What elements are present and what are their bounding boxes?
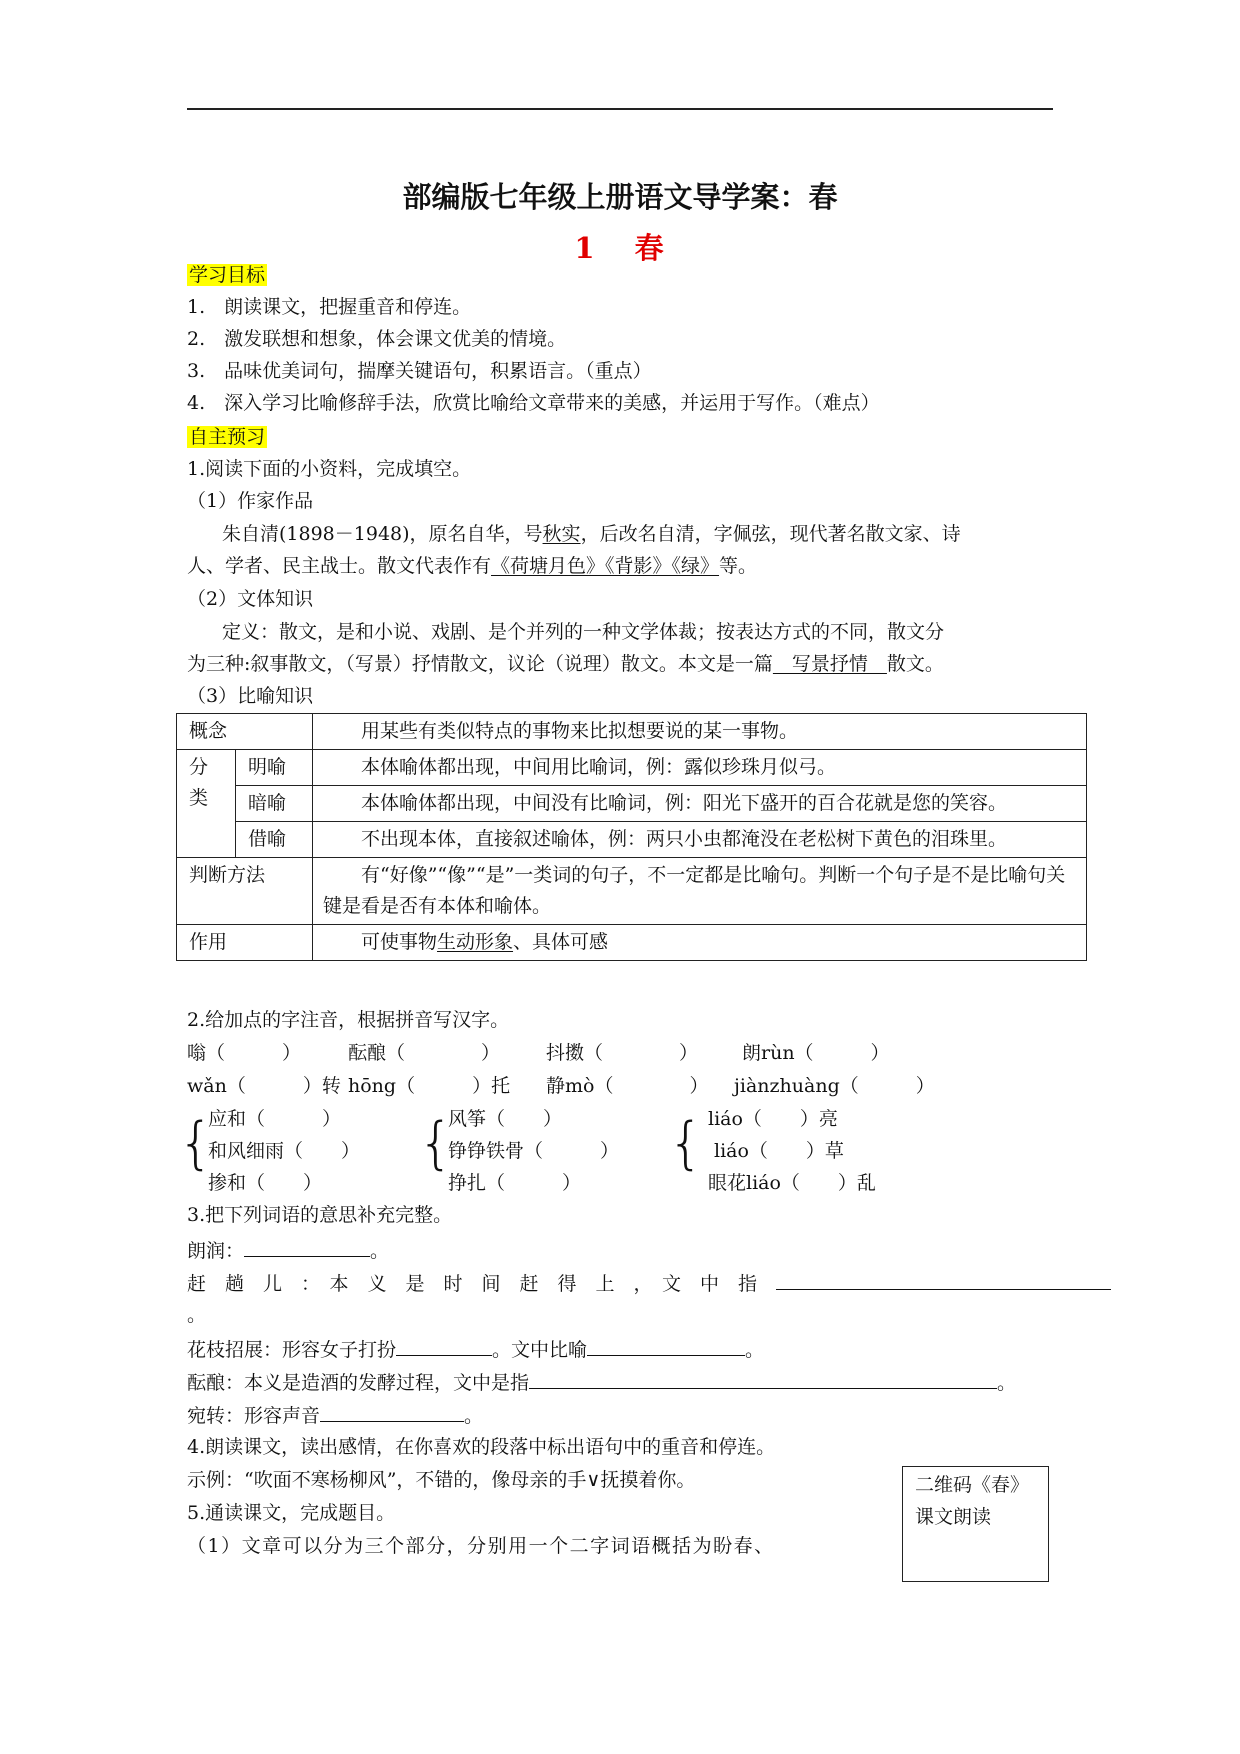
group-item: 和风细雨（ ） [208,1140,361,1162]
genre-paragraph-line: 定义：散文，是和小说、戏剧、是个并列的一种文学体裁；按表达方式的不同，散文分 [222,621,945,643]
group-brace: { [418,1111,454,1176]
header-rule [187,108,1053,110]
group-item: 眼花liáo（ ）乱 [708,1172,876,1194]
author-paragraph-line: 朱自清(1898－1948)，原名自华，号秋实，后改名自清，字佩弦，现代著名散文家、诗 [222,523,961,545]
group-brace: { [178,1111,214,1176]
table-row [177,925,1087,961]
definition-huazhi: 花枝招展：形容女子打扮 。文中比喻 。 [187,1335,764,1363]
group-item: 应和（ ） [208,1108,342,1130]
qr-box-title: 二维码《春》 [915,1474,1030,1496]
category-text: 本体喻体都出现，中间用比喻词，例：露似珍珠月似弓。 [313,750,1087,786]
category-type: 借喻 [236,822,313,858]
category-text: 本体喻体都出现，中间没有比喻词，例：阳光下盛开的百合花就是您的笑容。 [313,786,1087,822]
pinyin-item: 嗡（ ） [187,1042,302,1064]
preview-heading: 自主预习 [189,426,266,448]
lesson-number: 1 [574,231,597,265]
question-5-heading: 5.通读课文，完成题目。 [187,1502,396,1524]
pinyin-item: 朗rùn（ ） [742,1042,890,1064]
pinyin-item: 静mò（ ） [546,1075,709,1097]
table-row [177,714,1087,750]
qr-code-box [902,1466,1049,1582]
metaphor-table [176,713,1087,961]
concept-text: 用某些有类似特点的事物来比拟想要说的某一事物。 [313,714,1087,750]
group-item: 掺和（ ） [208,1172,323,1194]
genre-paragraph-line: 为三种:叙事散文，（写景）抒情散文，议论（说理）散文。本文是一篇 写景抒情 散文。 [187,653,944,675]
definition-wanzhuan: 宛转：形容声音 。 [187,1401,483,1429]
objective-item: 3. 品味优美词句，揣摩关键语句，积累语言。（重点） [187,360,652,382]
question-4-heading: 4.朗读课文，读出感情，在你喜欢的段落中标出语句中的重音和停连。 [187,1436,776,1458]
table-row [177,786,1087,822]
group-item: 风筝（ ） [448,1108,563,1130]
definition-gantang: 赶 趟 儿 ： 本 义 是 时 间 赶 得 上 ， 文 中 指 [187,1269,1111,1297]
objective-item: 1. 朗读课文，把握重音和停连。 [187,296,472,318]
preview-question-1: 1.阅读下面的小资料，完成填空。 [187,458,472,480]
effect-text: 可使事物生动形象、具体可感 [313,925,1087,961]
page-title: 部编版七年级上册语文导学案：春 [402,180,838,214]
question-5-part-1: （1）文章可以分为三个部分，分别用一个二字词语概括为盼春、 [187,1535,775,1557]
group-item: 挣扎（ ） [448,1172,582,1194]
judge-label: 判断方法 [177,858,313,925]
objectives-heading: 学习目标 [189,264,266,286]
pinyin-item: wǎn（ ）转 [187,1075,341,1097]
pinyin-item: 抖擞（ ） [546,1042,699,1064]
table-row [177,750,1087,786]
genre-heading: （2）文体知识 [187,588,314,610]
qr-box-caption: 课文朗读 [915,1506,992,1528]
lesson-title: 春 [634,231,666,265]
question-4-example: 示例：“吹面不寒杨柳风”，不错的，像母亲的手∨抚摸着你。 [187,1469,696,1491]
category-type: 明喻 [236,750,313,786]
objective-item: 4. 深入学习比喻修辞手法，欣赏比喻给文章带来的美感，并运用于写作。（难点） [187,392,880,414]
group-item: 铮铮铁骨（ ） [448,1140,620,1162]
concept-label: 概念 [177,714,313,750]
group-brace: { [668,1111,704,1176]
definition-yunniang: 酝酿：本义是造酒的发酵过程，文中是指 。 [187,1368,1016,1396]
question-3-heading: 3.把下列词语的意思补充完整。 [187,1204,453,1226]
metaphor-heading: （3）比喻知识 [187,685,314,707]
category-type: 暗喻 [236,786,313,822]
table-row [177,858,1087,925]
category-label: 分类 [177,750,236,858]
judge-text: 有“好像”“像”“是”一类词的句子，不一定都是比喻句。判断一个句子是不是比喻句关键是看是否有本体和喻体。 [313,858,1087,925]
definition-langrun: 朗润： 。 [187,1236,389,1264]
group-item: liáo（ ）草 [714,1140,844,1162]
author-heading: （1）作家作品 [187,490,314,512]
lesson-heading [0,226,1240,267]
pinyin-item: hōng（ ）托 [348,1075,511,1097]
author-paragraph-line: 人、学者、民主战士。散文代表作有《荷塘月色》《背影》《绿》等。 [187,555,758,577]
objective-item: 2. 激发联想和想象，体会课文优美的情境。 [187,328,567,350]
category-text: 不出现本体，直接叙述喻体，例：两只小虫都淹没在老松树下黄色的泪珠里。 [313,822,1087,858]
group-item: liáo（ ）亮 [708,1108,838,1130]
definition-gantang-end: 。 [187,1304,207,1326]
pinyin-item: 酝酿（ ） [348,1042,501,1064]
pinyin-item: jiànzhuàng（ ） [734,1075,935,1097]
question-2-heading: 2.给加点的字注音，根据拼音写汉字。 [187,1009,510,1031]
effect-label: 作用 [177,925,313,961]
table-row [177,822,1087,858]
